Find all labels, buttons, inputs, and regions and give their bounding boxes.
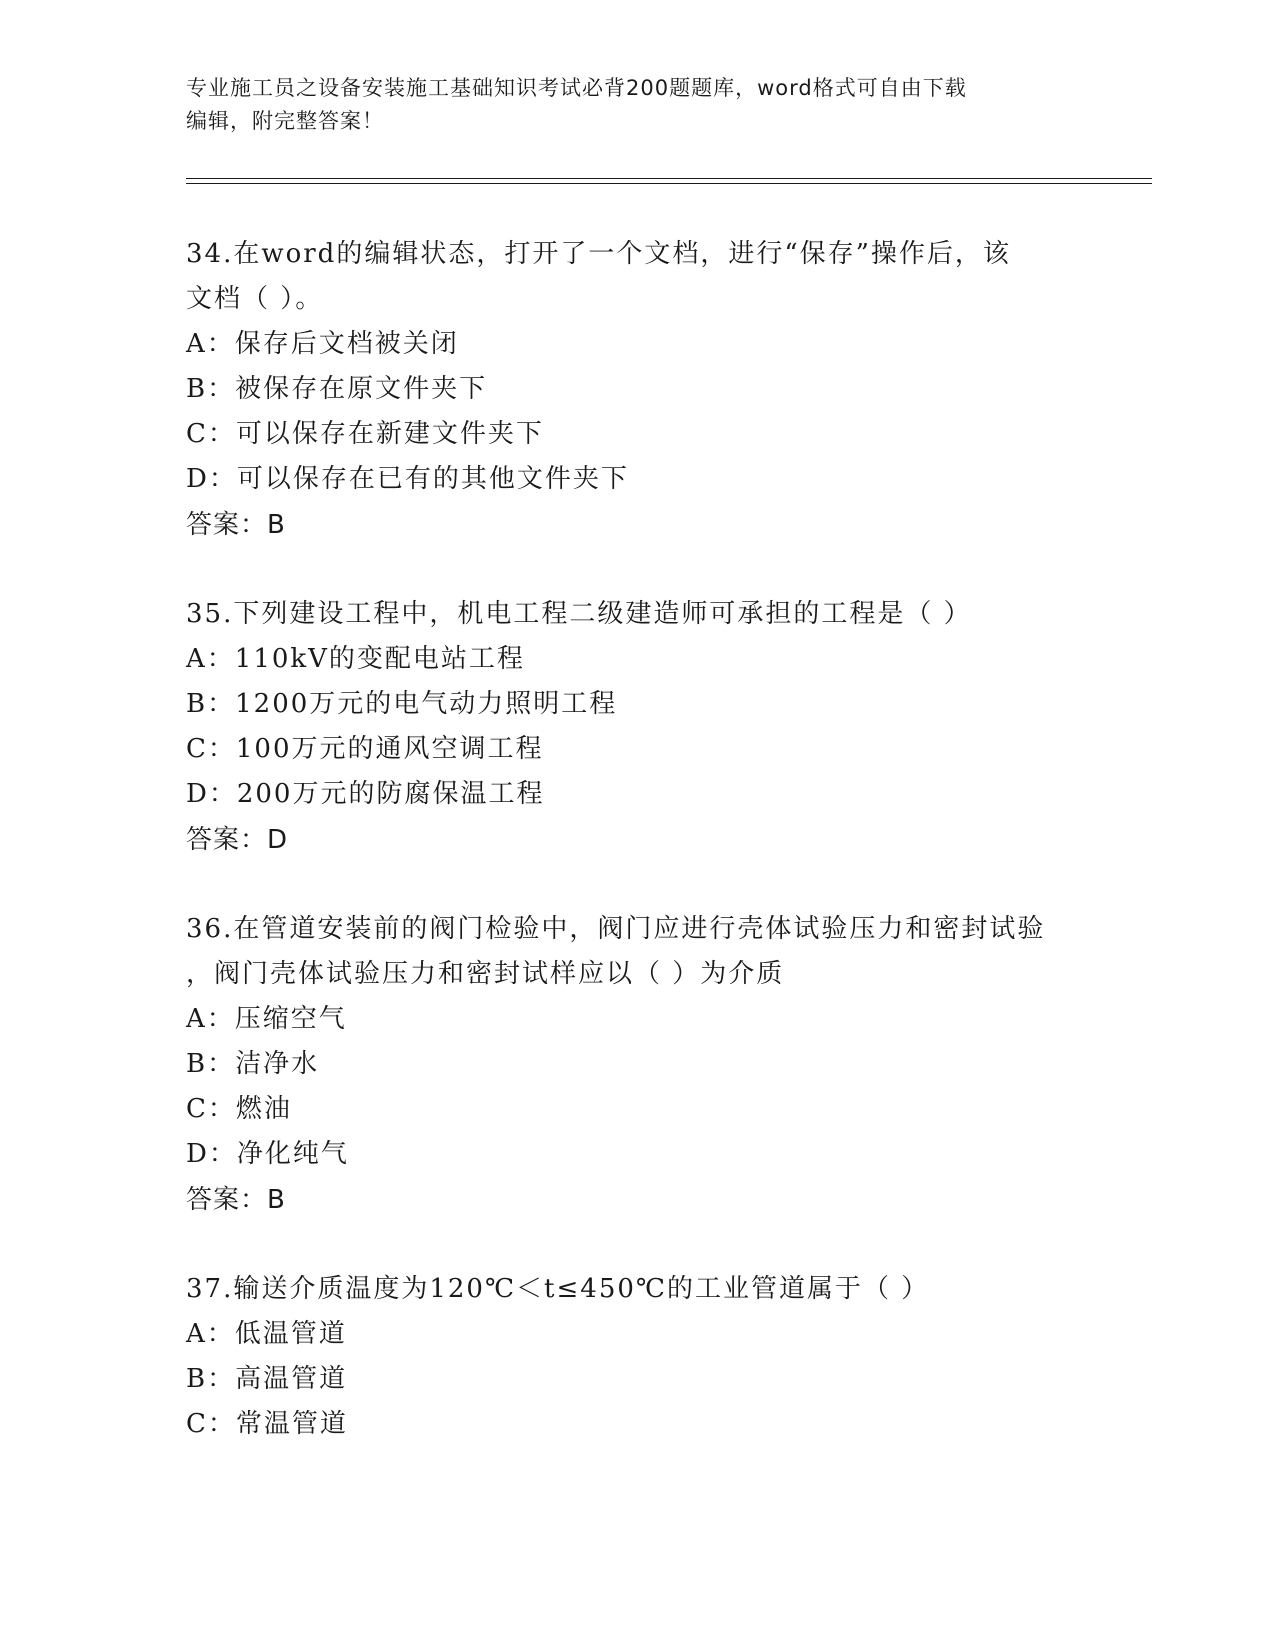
answer-line: 答案：D (186, 825, 289, 855)
question-stem (186, 232, 1086, 322)
question-37 (186, 1267, 1086, 1447)
option-b: B：被保存在原文件夹下 (186, 374, 488, 404)
option-d: D：200万元的防腐保温工程 (186, 779, 545, 809)
question-stem-line: 36.在管道安装前的阀门检验中，阀门应进行壳体试验压力和密封试验 (186, 914, 1046, 944)
header-title-line-2: 编辑，附完整答案！ (186, 109, 384, 133)
question-stem (186, 907, 1086, 997)
option-b: B：洁净水 (186, 1049, 320, 1079)
option-b: B：1200万元的电气动力照明工程 (186, 689, 618, 719)
question-list (186, 232, 1086, 1491)
answer-line: 答案：B (186, 510, 286, 540)
option-a: A：低温管道 (186, 1319, 347, 1349)
question-stem-line: 文档（ ）。 (186, 284, 324, 314)
question-35 (186, 592, 1086, 863)
question-stem-line: 37.输送介质温度为120℃＜t≤450℃的工业管道属于（ ） (186, 1274, 930, 1304)
header-divider-bottom (186, 183, 1152, 184)
question-36 (186, 907, 1086, 1223)
option-c: C：燃油 (186, 1094, 292, 1124)
option-a: A：110kV的变配电站工程 (186, 644, 525, 674)
option-b: B：高温管道 (186, 1364, 348, 1394)
question-stem-line: 34.在word的编辑状态，打开了一个文档，进行“保存”操作后，该 (186, 239, 1011, 269)
question-stem (186, 592, 1086, 637)
question-34 (186, 232, 1086, 548)
question-stem (186, 1267, 1086, 1312)
answer-line: 答案：B (186, 1185, 286, 1215)
header-divider-top (186, 178, 1152, 179)
option-d: D：可以保存在已有的其他文件夹下 (186, 464, 629, 494)
question-stem-line: ，阀门壳体试验压力和密封试样应以（ ）为介质 (186, 959, 785, 989)
option-c: C：100万元的通风空调工程 (186, 734, 544, 764)
option-c: C：可以保存在新建文件夹下 (186, 419, 544, 449)
option-c: C：常温管道 (186, 1409, 348, 1439)
option-a: A：压缩空气 (186, 1004, 347, 1034)
question-stem-line: 35.下列建设工程中，机电工程二级建造师可承担的工程是（ ） (186, 599, 972, 629)
option-a: A：保存后文档被关闭 (186, 329, 459, 359)
header-title-line-1: 专业施工员之设备安装施工基础知识考试必背200题题库，word格式可自由下载 (186, 76, 967, 100)
document-header (186, 72, 1086, 138)
option-d: D：净化纯气 (186, 1139, 349, 1169)
